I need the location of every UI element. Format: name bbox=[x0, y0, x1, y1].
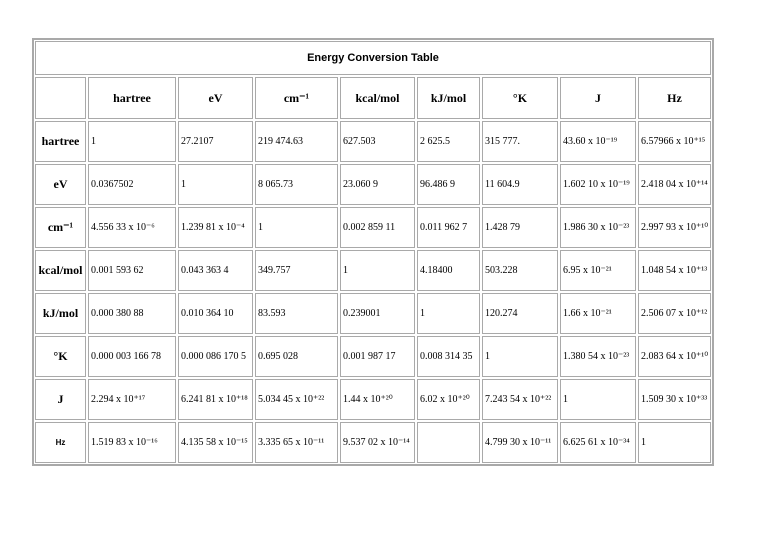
column-header: kcal/mol bbox=[340, 77, 415, 119]
row-header: kJ/mol bbox=[35, 293, 86, 334]
table-cell: 1 bbox=[255, 207, 338, 248]
table-cell: 1.509 30 x 10⁺³³ bbox=[638, 379, 711, 420]
table-cell: 27.2107 bbox=[178, 121, 253, 162]
table-cell: 1.986 30 x 10⁻²³ bbox=[560, 207, 636, 248]
table-cell: 2.997 93 x 10⁺¹⁰ bbox=[638, 207, 711, 248]
column-header: cm⁻¹ bbox=[255, 77, 338, 119]
table-cell: 1.519 83 x 10⁻¹⁶ bbox=[88, 422, 176, 463]
table-cell: 1.380 54 x 10⁻²³ bbox=[560, 336, 636, 377]
table-cell: 11 604.9 bbox=[482, 164, 558, 205]
table-cell: 1 bbox=[88, 121, 176, 162]
table-cell: 1.048 54 x 10⁺¹³ bbox=[638, 250, 711, 291]
table-row bbox=[34, 421, 712, 464]
table-cell: 6.241 81 x 10⁺¹⁸ bbox=[178, 379, 253, 420]
row-header: Hz bbox=[35, 422, 86, 463]
table-cell: 2.506 07 x 10⁺¹² bbox=[638, 293, 711, 334]
table-cell: 4.135 58 x 10⁻¹⁵ bbox=[178, 422, 253, 463]
row-header: eV bbox=[35, 164, 86, 205]
table-cell: 315 777. bbox=[482, 121, 558, 162]
table-cell: 96.486 9 bbox=[417, 164, 480, 205]
row-header: kcal/mol bbox=[35, 250, 86, 291]
table-cell: 1.239 81 x 10⁻⁴ bbox=[178, 207, 253, 248]
table-row bbox=[34, 292, 712, 335]
table-cell: 83.593 bbox=[255, 293, 338, 334]
table-cell: 219 474.63 bbox=[255, 121, 338, 162]
table-cell: 6.57966 x 10⁺¹⁵ bbox=[638, 121, 711, 162]
column-header: Hz bbox=[638, 77, 711, 119]
table-title: Energy Conversion Table bbox=[35, 41, 711, 75]
table-cell: 0.001 987 17 bbox=[340, 336, 415, 377]
table-cell: 0.001 593 62 bbox=[88, 250, 176, 291]
table-cell: 6.02 x 10⁺²⁰ bbox=[417, 379, 480, 420]
table-cell: 0.000 003 166 78 bbox=[88, 336, 176, 377]
table-cell: 9.537 02 x 10⁻¹⁴ bbox=[340, 422, 415, 463]
corner-cell bbox=[35, 77, 86, 119]
table-row bbox=[34, 378, 712, 421]
table-cell: 0.000 086 170 5 bbox=[178, 336, 253, 377]
table-cell: 2.083 64 x 10⁺¹⁰ bbox=[638, 336, 711, 377]
table-cell: 0.002 859 11 bbox=[340, 207, 415, 248]
table-cell: 2.418 04 x 10⁺¹⁴ bbox=[638, 164, 711, 205]
table-cell: 0.000 380 88 bbox=[88, 293, 176, 334]
table-row bbox=[34, 249, 712, 292]
table-cell: 0.695 028 bbox=[255, 336, 338, 377]
table-cell: 0.043 363 4 bbox=[178, 250, 253, 291]
table-cell: 4.799 30 x 10⁻¹¹ bbox=[482, 422, 558, 463]
table-cell: 23.060 9 bbox=[340, 164, 415, 205]
table-cell: 5.034 45 x 10⁺²² bbox=[255, 379, 338, 420]
table-cell: 0.011 962 7 bbox=[417, 207, 480, 248]
table-cell: 1.428 79 bbox=[482, 207, 558, 248]
table-cell: 1 bbox=[638, 422, 711, 463]
table-row bbox=[34, 206, 712, 249]
header-row bbox=[34, 76, 712, 120]
column-header: eV bbox=[178, 77, 253, 119]
table-cell: 4.18400 bbox=[417, 250, 480, 291]
table-cell: 1.602 10 x 10⁻¹⁹ bbox=[560, 164, 636, 205]
column-header: °K bbox=[482, 77, 558, 119]
table-row bbox=[34, 163, 712, 206]
table-cell: 0.239001 bbox=[340, 293, 415, 334]
row-header: °K bbox=[35, 336, 86, 377]
table-cell: 8 065.73 bbox=[255, 164, 338, 205]
table-cell: 0.010 364 10 bbox=[178, 293, 253, 334]
table-cell: 1 bbox=[482, 336, 558, 377]
table-cell: 1.66 x 10⁻²¹ bbox=[560, 293, 636, 334]
table-cell: 1 bbox=[560, 379, 636, 420]
table-cell: 7.243 54 x 10⁺²² bbox=[482, 379, 558, 420]
energy-conversion-table bbox=[32, 38, 714, 466]
table-cell: 4.556 33 x 10⁻⁶ bbox=[88, 207, 176, 248]
row-header: cm⁻¹ bbox=[35, 207, 86, 248]
table-cell: 1 bbox=[178, 164, 253, 205]
table-cell: 1 bbox=[417, 293, 480, 334]
table-cell: 120.274 bbox=[482, 293, 558, 334]
table-cell: 349.757 bbox=[255, 250, 338, 291]
column-header: J bbox=[560, 77, 636, 119]
table-cell bbox=[417, 422, 480, 463]
row-header: hartree bbox=[35, 121, 86, 162]
table-cell: 6.625 61 x 10⁻³⁴ bbox=[560, 422, 636, 463]
table-cell: 3.335 65 x 10⁻¹¹ bbox=[255, 422, 338, 463]
table-cell: 6.95 x 10⁻²¹ bbox=[560, 250, 636, 291]
table-cell: 43.60 x 10⁻¹⁹ bbox=[560, 121, 636, 162]
table-cell: 1 bbox=[340, 250, 415, 291]
table-row bbox=[34, 335, 712, 378]
column-header: kJ/mol bbox=[417, 77, 480, 119]
column-header: hartree bbox=[88, 77, 176, 119]
table-cell: 503.228 bbox=[482, 250, 558, 291]
table-cell: 627.503 bbox=[340, 121, 415, 162]
table-cell: 2 625.5 bbox=[417, 121, 480, 162]
table-cell: 2.294 x 10⁺¹⁷ bbox=[88, 379, 176, 420]
table-row bbox=[34, 120, 712, 163]
table-cell: 1.44 x 10⁺²⁰ bbox=[340, 379, 415, 420]
table-cell: 0.0367502 bbox=[88, 164, 176, 205]
row-header: J bbox=[35, 379, 86, 420]
table-cell: 0.008 314 35 bbox=[417, 336, 480, 377]
